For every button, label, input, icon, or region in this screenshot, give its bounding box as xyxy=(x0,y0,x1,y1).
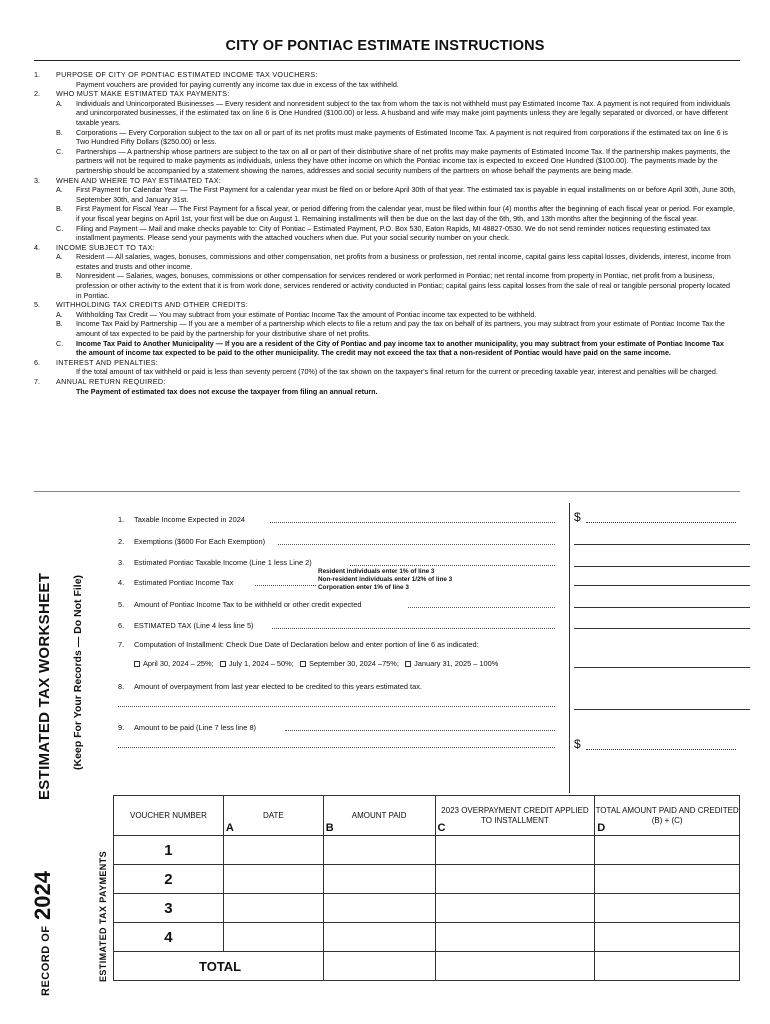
item-letter: A. xyxy=(56,309,63,319)
total-cell[interactable] xyxy=(595,836,740,865)
dotted-leader xyxy=(255,585,316,586)
section-item xyxy=(56,185,736,204)
checkbox-icon xyxy=(405,661,411,667)
option-january[interactable]: January 31, 2025 – 100% xyxy=(405,659,498,668)
total-cell[interactable] xyxy=(595,894,740,923)
line4-notes: Resident individuals enter 1% of line 3 Non-resident individuals enter 1/2% of line 3 Corporation enter 1% of line 3 xyxy=(318,568,453,591)
voucher-number-cell: 3 xyxy=(114,894,224,923)
item-text: First Payment for Fiscal Year — The First Payment for a fiscal year, or period differing from the calendar year, must be filed within four (4) months after the beginning of each fiscal year or period. For example, if your fiscal year begins on April 1st, your first will be due on August 1. Remaining installments will then be due on the last day of the 6th, 9th, and 13th months after the beginning of the fiscal year. xyxy=(76,204,735,223)
item-letter: B. xyxy=(56,127,63,137)
dotted-leader xyxy=(278,544,555,545)
worksheet-line-4: 4. Estimated Pontiac Income Tax xyxy=(118,578,234,587)
instruction-section xyxy=(34,243,736,301)
section-item xyxy=(56,147,736,176)
amount-cell[interactable] xyxy=(323,865,435,894)
section-number: 5. xyxy=(34,300,40,310)
section-heading: WITHHOLDING TAX CREDITS AND OTHER CREDITS: xyxy=(56,300,249,310)
amount-field-line4[interactable] xyxy=(574,585,750,586)
header-amount: AMOUNT PAID B xyxy=(323,796,435,836)
section-divider xyxy=(34,491,740,492)
section-item xyxy=(56,128,736,147)
total-overpayment-cell[interactable] xyxy=(435,952,595,981)
section-number: 2. xyxy=(34,89,40,99)
section-number: 6. xyxy=(34,357,40,367)
worksheet-line-6: 6. ESTIMATED TAX (Line 4 less line 5) xyxy=(118,621,254,630)
worksheet-line-3: 3. Estimated Pontiac Taxable Income (Line 1 less Line 2) xyxy=(118,558,312,567)
header-date: DATE A xyxy=(223,796,323,836)
total-label-cell: TOTAL xyxy=(114,952,324,981)
installment-options xyxy=(134,659,498,668)
overpayment-cell[interactable] xyxy=(435,894,595,923)
item-text: Corporations — Every Corporation subject to the tax on all or part of its net profits must make payments of Estimated Income Tax. A payment is not required from corporations if the estimated tax on line 6 is Two Hundred Fifty Dollars ($250.00) or less. xyxy=(76,127,728,147)
record-subtitle: ESTIMATED TAX PAYMENTS xyxy=(98,851,108,982)
section-text: Payment vouchers are provided for paying currently any income tax due in excess of the tax withheld. xyxy=(76,79,399,89)
overpayment-cell[interactable] xyxy=(435,923,595,952)
section-item xyxy=(56,252,736,271)
item-letter: C. xyxy=(56,223,64,233)
section-item xyxy=(56,99,736,128)
section-item xyxy=(56,319,736,338)
dotted-leader xyxy=(270,522,555,523)
amount-field-line7[interactable] xyxy=(574,667,750,668)
section-item xyxy=(56,310,736,320)
amount-field-line3[interactable] xyxy=(574,566,750,567)
date-cell[interactable] xyxy=(223,865,323,894)
title-rule xyxy=(34,60,740,61)
dotted-leader xyxy=(118,706,555,707)
record-year: 2024 xyxy=(30,871,55,920)
section-heading: WHEN AND WHERE TO PAY ESTIMATED TAX: xyxy=(56,175,222,185)
table-row xyxy=(114,865,740,894)
total-total-cell[interactable] xyxy=(595,952,740,981)
date-cell[interactable] xyxy=(223,894,323,923)
record-title: RECORD OF xyxy=(40,925,52,996)
date-cell[interactable] xyxy=(223,836,323,865)
item-text: Nonresident — Salaries, wages, bonuses, commissions or other compensation for services rendered or work performed in Pontiac; net rental income from property in Pontiac, net profit from a business, profession or other activity to the extent that it is from work done, services rendered or activity conducted in Pontiac; capital gains less capital losses from the sale of real or tangible personal property located in Pontiac. xyxy=(76,271,730,300)
page-title: CITY OF PONTIAC ESTIMATE INSTRUCTIONS xyxy=(225,38,545,54)
section-item xyxy=(56,271,736,300)
amount-cell[interactable] xyxy=(323,923,435,952)
dollar-sign-line9: $ xyxy=(574,737,581,751)
voucher-number-cell: 2 xyxy=(114,865,224,894)
section-number: 7. xyxy=(34,377,40,386)
section-item xyxy=(56,224,736,243)
worksheet-line-5: 5. Amount of Pontiac Income Tax to be withheld or other credit expected xyxy=(118,600,362,609)
item-letter: A. xyxy=(56,252,63,262)
total-cell[interactable] xyxy=(595,923,740,952)
worksheet-title: ESTIMATED TAX WORKSHEET xyxy=(36,572,53,800)
dollar-sign-line1: $ xyxy=(574,510,581,524)
total-amount-cell[interactable] xyxy=(323,952,435,981)
amount-field-line9[interactable] xyxy=(586,749,736,750)
item-text: Individuals and Unincorporated Businesses — Every resident and nonresident subject to the tax from whom the tax is not withheld must pay Estimated Income Tax. A payment is not required from individuals and unincorporated businesses, if the estimated tax on line 6 is One Hundred ($100.00) or less. A husband and wife may make joint payments unless they are legally separated or divorced, or have different taxable years. xyxy=(76,98,731,127)
voucher-number-cell: 1 xyxy=(114,836,224,865)
section-text: If the total amount of tax withheld or paid is less than seventy percent (70%) of the tax shown on the taxpayer's final return for the current or preceding taxable year, interest and penalties will be charged. xyxy=(76,367,718,377)
section-heading: INTEREST AND PENALTIES: xyxy=(56,357,159,367)
option-september[interactable]: September 30, 2024 –75%; xyxy=(300,659,399,668)
item-letter: A. xyxy=(56,185,63,195)
item-letter: C. xyxy=(56,338,64,348)
worksheet-amount-column-line xyxy=(569,503,570,793)
header-overpayment: 2023 OVERPAYMENT CREDIT APPLIED TO INSTALLMENT C xyxy=(435,796,595,836)
section-number: 1. xyxy=(34,70,40,79)
item-letter: C. xyxy=(56,146,64,156)
checkbox-icon xyxy=(300,661,306,667)
amount-cell[interactable] xyxy=(323,894,435,923)
amount-field-line8[interactable] xyxy=(574,709,750,710)
instructions xyxy=(34,70,736,396)
item-text: Partnerships — A partnership whose partners are subject to the tax on all or part of their distributive share of net profits may make payments of Estimated Income Tax. If the partnership makes payments, the partners will not be required to make payments as individuals, unless they have other income on which the Pontiac income tax is expected to exceed One Hundred ($100.00). The payments made by the partnership should be accompanied by a statement showing the names, addresses and social security numbers of the partners on whose behalf the payments are being made. xyxy=(76,146,731,175)
header-voucher: VOUCHER NUMBER xyxy=(114,796,224,836)
amount-cell[interactable] xyxy=(323,836,435,865)
item-text: Income Tax Paid by Partnership — If you are a member of a partnership which elects to file a return and pay the tax on behalf of its partners, you may subtract from your estimate of Pontiac Income Tax the amount of tax expected to be paid by the partnership for your distributive share of net profits. xyxy=(76,319,725,339)
instruction-section xyxy=(34,89,736,175)
amount-field-line2[interactable] xyxy=(574,544,750,545)
table-row xyxy=(114,923,740,952)
option-july[interactable]: July 1, 2024 – 50%; xyxy=(220,659,294,668)
item-text: Resident — All salaries, wages, bonuses, commissions and other compensation, net profits from a business or profession, net rental income, capital gains less capital losses, dividends, interest, income from estates and trusts and other income. xyxy=(76,252,731,271)
option-april[interactable]: April 30, 2024 – 25%; xyxy=(134,659,214,668)
section-text: The Payment of estimated tax does not excuse the taxpayer from filing an annual return. xyxy=(76,386,378,396)
table-row xyxy=(114,836,740,865)
item-letter: A. xyxy=(56,98,63,108)
item-letter: B. xyxy=(56,204,63,214)
checkbox-icon xyxy=(220,661,226,667)
section-item xyxy=(56,204,736,223)
total-cell[interactable] xyxy=(595,865,740,894)
instruction-section xyxy=(34,176,736,243)
voucher-number-cell: 4 xyxy=(114,923,224,952)
dotted-leader xyxy=(350,565,555,566)
worksheet-line-7: 7. Computation of Installment: Check Due Date of Declaration below and enter portion of line 6 as indicated: xyxy=(118,640,479,649)
section-item xyxy=(56,339,736,358)
instruction-section xyxy=(34,70,736,89)
table-total-row xyxy=(114,952,740,981)
payments-table xyxy=(113,795,740,981)
section-heading: PURPOSE OF CITY OF PONTIAC ESTIMATED INCOME TAX VOUCHERS: xyxy=(56,70,318,79)
date-cell[interactable] xyxy=(223,923,323,952)
worksheet-line-2: 2. Exemptions ($600 For Each Exemption) xyxy=(118,537,266,546)
item-text: Withholding Tax Credit — You may subtract from your estimate of Pontiac Income Tax the amount of Pontiac income tax expected to be withheld. xyxy=(76,309,537,319)
overpayment-cell[interactable] xyxy=(435,836,595,865)
item-letter: B. xyxy=(56,319,63,329)
overpayment-cell[interactable] xyxy=(435,865,595,894)
dotted-leader xyxy=(118,747,555,748)
section-heading: ANNUAL RETURN REQUIRED: xyxy=(56,377,166,386)
section-number: 3. xyxy=(34,175,40,185)
instruction-section xyxy=(34,358,736,377)
worksheet-keep-note: (Keep For Your Records — Do Not File) xyxy=(72,574,84,770)
worksheet-line-9: 9. Amount to be paid (Line 7 less line 8) xyxy=(118,723,257,732)
amount-field-line1[interactable] xyxy=(586,522,736,523)
table-row xyxy=(114,894,740,923)
worksheet-line-8: 8. Amount of overpayment from last year elected to be credited to this years estimated tax. xyxy=(118,682,422,691)
item-text: Filing and Payment — Mail and make checks payable to: City of Pontiac – Estimated Payment, P.O. Box 530, Eaton Rapids, MI 48827-0530. We do not send reminder notices requesting estimated tax installment payments. Please send your payments with the attached vouchers when due. Put your social security number on your check. xyxy=(76,223,711,243)
item-text: Income Tax Paid to Another Municipality — If you are a resident of the City of Pontiac and pay income tax to another municipality, you may subtract from your estimate of Pontiac Income Tax the amount of income tax expected to be paid to the other municipality. The credit may not exceed the tax that a non-resident of Pontiac would have paid on the same income. xyxy=(76,338,724,358)
section-number: 4. xyxy=(34,242,40,252)
dotted-leader xyxy=(408,607,555,608)
checkbox-icon xyxy=(134,661,140,667)
amount-field-line5[interactable] xyxy=(574,607,750,608)
dotted-leader xyxy=(272,628,555,629)
header-total: TOTAL AMOUNT PAID AND CREDITED (B) + (C) D xyxy=(595,796,740,836)
item-text: First Payment for Calendar Year — The First Payment for a calendar year must be filed on or before April 30th of that year. The estimated tax is payable in equal installments on or before April 30th, June 30th, September 30th, and January 31st. xyxy=(76,185,736,204)
worksheet-line-1: 1. Taxable Income Expected in 2024 xyxy=(118,515,245,524)
dotted-leader xyxy=(285,730,555,731)
section-heading: WHO MUST MAKE ESTIMATED TAX PAYMENTS: xyxy=(56,89,230,99)
amount-field-line6[interactable] xyxy=(574,628,750,629)
instruction-section xyxy=(34,300,736,358)
table-header xyxy=(114,796,740,836)
item-letter: B. xyxy=(56,271,63,281)
section-heading: INCOME SUBJECT TO TAX: xyxy=(56,242,155,252)
instruction-section xyxy=(34,377,736,396)
